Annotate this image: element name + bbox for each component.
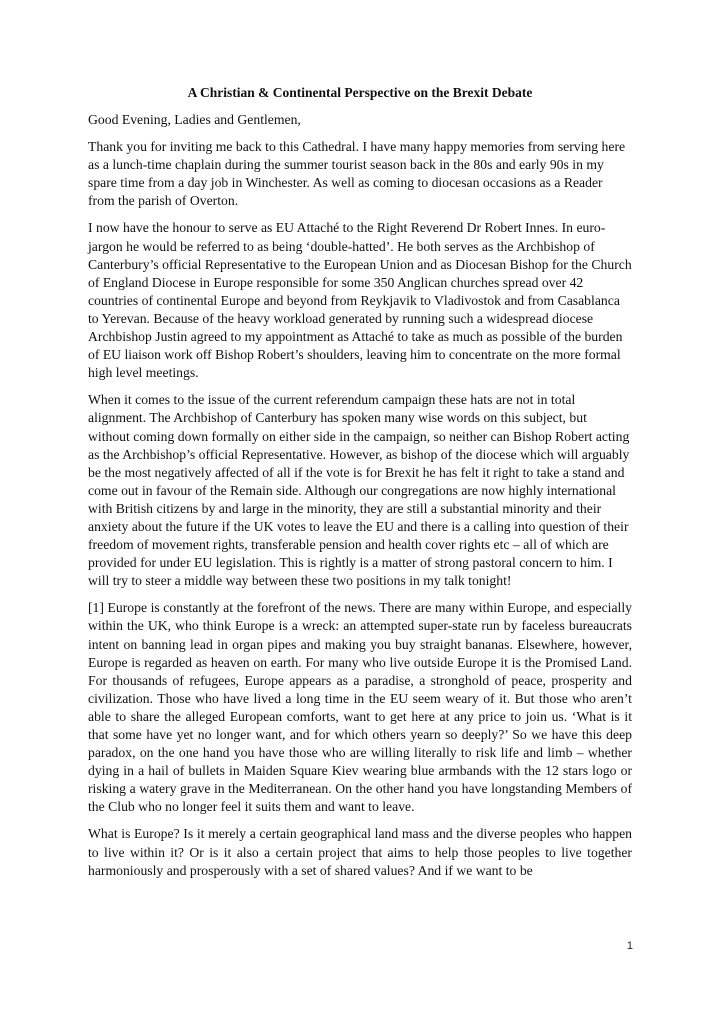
paragraph-thanks: Thank you for inviting me back to this Cathedral. I have many happy memories from serving here as a lunch-time chaplain during the summer tourist season back in the 80s and early 90s in my spare time from a day job in Winchester. As well as coming to diocesan occasions as a Reader from the parish of Overton.: [88, 139, 626, 209]
document-title: A Christian & Continental Perspective on the Brexit Debate: [187, 85, 533, 100]
paragraph-role: I now have the honour to serve as EU Attaché to the Right Reverend Dr Robert Innes. In euro-jargon he would be referred to as being ‘double-hatted’. He both serves as the Archbishop of Canterbury’s official Representative to the European Union and as Diocesan Bishop for the Church of England Diocese in Europe responsible for some 350 Anglican churches spread over 42 countries of continental Europe and beyond from Reykjavik to Vladivostok and from Casablanca to Yerevan. Because of the heavy workload generated by running such a widespread diocese Archbishop Justin agreed to my appointment as Attaché to take as much as possible of the burden of EU liaison work off Bishop Robert’s shoulders, leaving him to concentrate on the more formal high level meetings.: [88, 220, 632, 381]
page-number: 1: [626, 940, 633, 952]
document-body: [88, 84, 632, 889]
greeting: Good Evening, Ladies and Gentlemen,: [88, 112, 301, 127]
paragraph-referendum: When it comes to the issue of the current referendum campaign these hats are not in total alignment. The Archbishop of Canterbury has spoken many wise words on this subject, but without coming down formally on either side in the campaign, so neither can Bishop Robert acting as the Archbishop’s official Representative. However, as bishop of the diocese which will arguably be the most negatively affected of all if the vote is for Brexit he has felt it right to take a stand and come out in favour of the Remain side. Although our congregations are now highly international with British citizens by and large in the minority, they are still a substantial minority and their anxiety about the future if the UK votes to leave the EU and there is a calling into question of their freedom of movement rights, transferable pension and health cover rights etc – all of which are provided for under EU legislation. This is rightly is a matter of strong pastoral concern to him. I will try to steer a middle way between these two positions in my talk tonight!: [88, 392, 630, 589]
paragraph-what-is-europe: What is Europe? Is it merely a certain geographical land mass and the diverse peoples who happen to live within it? Or is it also a certain project that aims to help those peoples to live together harmoniously and prosperously with a set of shared values? And if we want to be: [88, 826, 632, 878]
paragraph-europe-news: [1] Europe is constantly at the forefront of the news. There are many within Europe, and especially within the UK, who think Europe is a wreck: an attempted super-state run by faceless bureaucrats intent on banning lead in organ pipes and making you buy straight bananas. Elsewhere, however, Europe is regarded as heaven on earth. For many who live outside Europe it is the Promised Land. For thousands of refugees, Europe appears as a paradise, a stronghold of peace, prosperity and civilization. Those who have lived a long time in the EU seem weary of it. But those who aren’t able to share the alleged European comforts, want to get here at any price to join us. ‘What is it that some have yet no longer want, and for which others yearn so deeply?’ So we have this deep paradox, on the one hand you have those who are willing literally to risk life and limb – whether dying in a hail of bullets in Maiden Square Kiev wearing blue armbands with the 12 stars logo or risking a watery grave in the Mediterranean. On the other hand you have longstanding Members of the Club who no longer feel it suits them and want to leave.: [88, 600, 632, 815]
